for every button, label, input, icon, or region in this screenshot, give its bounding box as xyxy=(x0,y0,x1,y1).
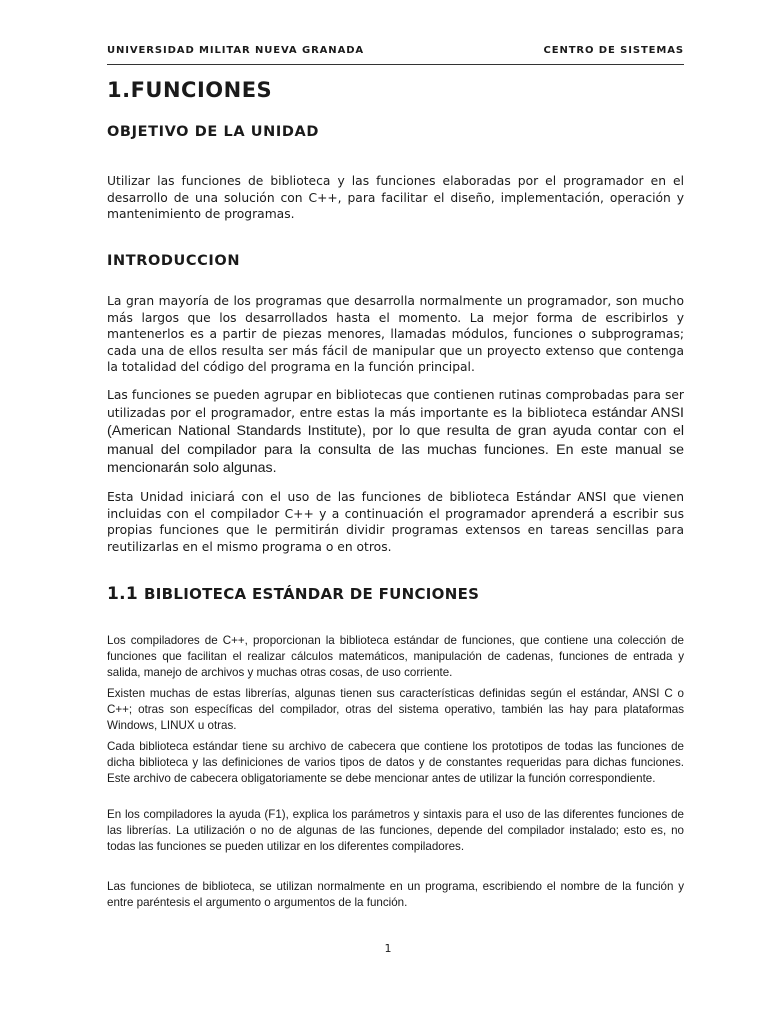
introduction-paragraph-2 xyxy=(107,387,684,478)
paragraph-2-end: estándar ANSI (American National Standards Institute), por lo que resulta de gran ayuda contar con el manual del compilador para la consulta de las muchas funciones. En este manual se mencionarán solo algunas. xyxy=(107,404,684,476)
header-department: CENTRO DE SISTEMAS xyxy=(543,45,684,56)
header-divider xyxy=(107,64,684,65)
section-title: BIBLIOTECA ESTÁNDAR DE FUNCIONES xyxy=(144,585,480,603)
objective-heading: OBJETIVO DE LA UNIDAD xyxy=(107,124,320,140)
section-heading xyxy=(107,584,684,604)
page-number: 1 xyxy=(384,942,392,955)
chapter-title: 1.FUNCIONES xyxy=(107,78,273,102)
section-number: 1.1 xyxy=(107,584,139,604)
page-header xyxy=(107,45,684,56)
section-paragraph-4: En los compiladores la ayuda (F1), explica los parámetros y sintaxis para el uso de las diferentes funciones de las librerías. La utilización o no de algunas de las funciones, depende del compilador instalado; esto es, no todas las funciones se pueden utilizar en los diferentes compiladores. xyxy=(107,808,684,853)
section-paragraph-5: Las funciones de biblioteca, se utilizan normalmente en un programa, escribiendo el nombre de la función y entre paréntesis el argumento o argumentos de la función. xyxy=(107,880,684,909)
introduction-paragraph-1: La gran mayoría de los programas que desarrolla normalmente un programador, son mucho más largos que los desarrollados hasta el momento. La mejor forma de escribirlos y mantenerlos es a partir de piezas menores, llamadas módulos, funciones o subprogramas; cada una de ellos resulta ser más fácil de manipular que un proyecto extenso que contenga la totalidad del código del programa en la función principal. xyxy=(107,294,684,374)
section-paragraph-2: Existen muchas de estas librerías, algunas tienen sus características definidas según el estándar, ANSI C o C++; otras son específicas del compilador, otras del sistema operativo, también las hay para plataformas Windows, LINUX u otras. xyxy=(107,687,684,732)
section-paragraph-1: Los compiladores de C++, proporcionan la biblioteca estándar de funciones, que contiene una colección de funciones que facilitan el realizar cálculos matemáticos, manipulación de cadenas, funciones de entrada y salida, manejo de archivos y muchas otras cosas, de uso corriente. xyxy=(107,634,684,679)
header-institution: UNIVERSIDAD MILITAR NUEVA GRANADA xyxy=(107,45,365,56)
section-paragraph-3: Cada biblioteca estándar tiene su archivo de cabecera que contiene los prototipos de todas las funciones de dicha biblioteca y las definiciones de varios tipos de datos y de constantes requeridas para dichas funciones. Este archivo de cabecera obligatoriamente se debe mencionar antes de utilizar la función correspondiente. xyxy=(107,740,684,785)
paragraph-2-start: Las funciones se pueden agrupar en bibliotecas que contienen rutinas comprobadas para ser utilizadas por el programador, entre estas la más importante es la biblioteca xyxy=(107,388,684,420)
introduction-heading: INTRODUCCION xyxy=(107,253,241,269)
objective-paragraph: Utilizar las funciones de biblioteca y las funciones elaboradas por el programador en el desarrollo de una solución con C++, para facilitar el diseño, implementación, operación y mantenimiento de programas. xyxy=(107,174,684,221)
introduction-paragraph-3: Esta Unidad iniciará con el uso de las funciones de biblioteca Estándar ANSI que vienen incluidas con el compilador C++ y a continuación el programador aprenderá a escribir sus propias funciones que le permitirán dividir programas extensos en tareas sencillas para reutilizarlas en el mismo programa o en otros. xyxy=(107,490,684,554)
